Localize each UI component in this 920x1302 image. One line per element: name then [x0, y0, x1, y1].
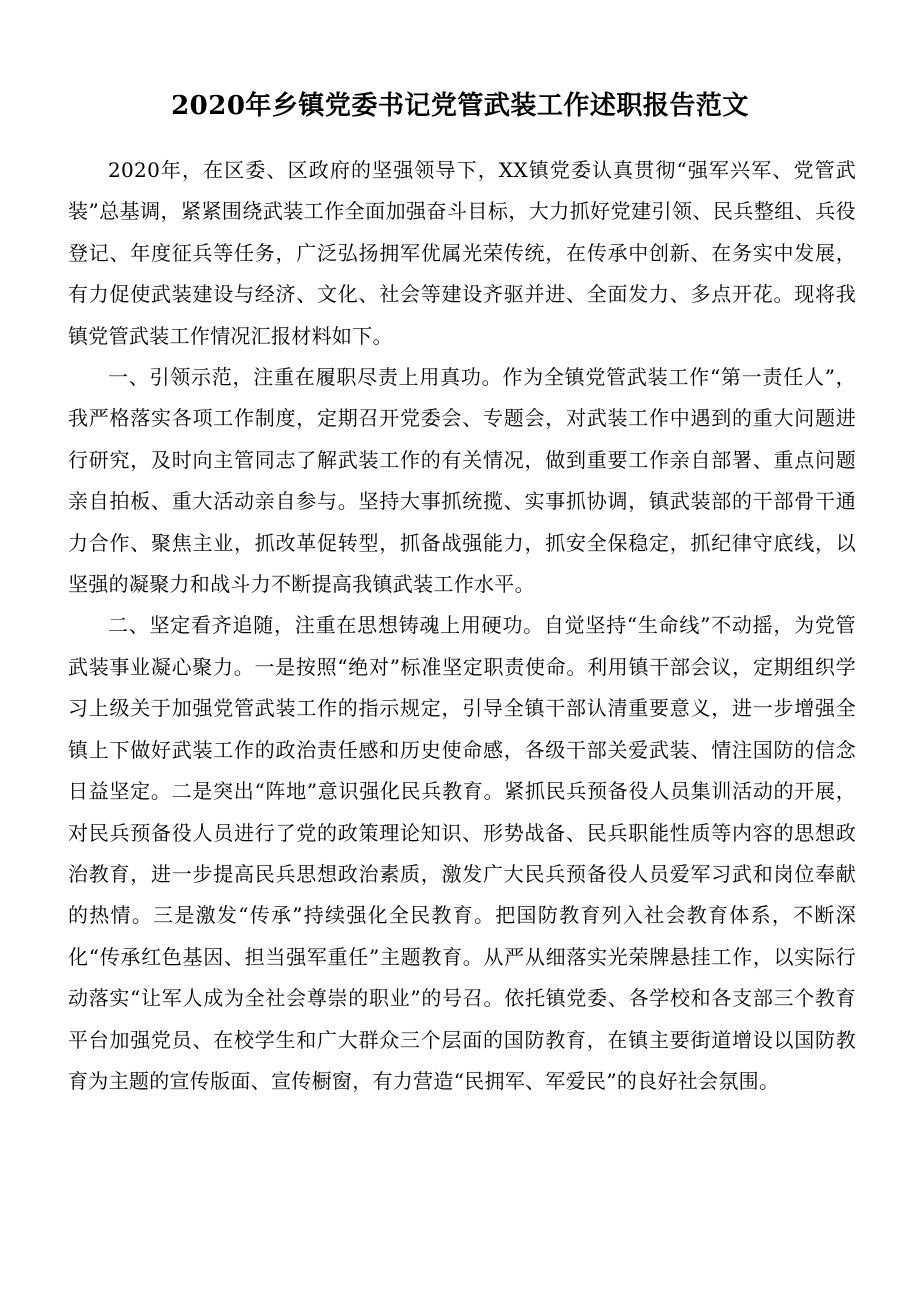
intro-paragraph: 2020年，在区委、区政府的坚强领导下，XX镇党委认真贯彻“强军兴军、党管武装”总基调，紧紧围绕武装工作全面加强奋斗目标，大力抓好党建引领、民兵整组、兵役登记、年度征兵等任务，广泛弘扬拥军优属光荣传统，在传承中创新、在务实中发展，有力促使武装建设与经济、文化、社会等建设齐驱并进、全面发力、多点开花。现将我镇党管武装工作情况汇报材料如下。 — [68, 158, 856, 348]
section-one-paragraph: 一、引领示范，注重在履职尽责上用真功。作为全镇党管武装工作“第一责任人”，我严格落实各项工作制度，定期召开党委会、专题会，对武装工作中遇到的重大问题进行研究，及时向主管同志了解武装工作的有关情况，做到重要工作亲自部署、重点问题亲自拍板、重大活动亲自参与。坚持大事抓统揽、实事抓协调，镇武装部的干部骨干通力合作、聚焦主业，抓改革促转型，抓备战强能力，抓安全保稳定，抓纪律守底线，以坚强的凝聚力和战斗力不断提高我镇武装工作水平。 — [68, 365, 856, 597]
section-two-paragraph: 二、坚定看齐追随，注重在思想铸魂上用硬功。自觉坚持“生命线”不动摇，为党管武装事业凝心聚力。一是按照“绝对”标准坚定职责使命。利用镇干部会议，定期组织学习上级关于加强党管武装工作的指示规定，引导全镇干部认清重要意义，进一步增强全镇上下做好武装工作的政治责任感和历史使命感，各级干部关爱武装、情注国防的信念日益坚定。二是突出“阵地”意识强化民兵教育。紧抓民兵预备役人员集训活动的开展，对民兵预备役人员进行了党的政策理论知识、形势战备、民兵职能性质等内容的思想政治教育，进一步提高民兵思想政治素质，激发广大民兵预备役人员爱军习武和岗位奉献的热情。三是激发“传承”持续强化全民教育。把国防教育列入社会教育体系，不断深化“传承红色基因、担当强军重任”主题教育。从严从细落实光荣牌悬挂工作，以实际行动落实“让军人成为全社会尊崇的职业”的号召。依托镇党委、各学校和各支部三个教育平台加强党员、在校学生和广大群众三个层面的国防教育，在镇主要街道增设以国防教育为主题的宣传版面、宣传橱窗，有力营造“民拥军、军爱民”的良好社会氛围。 — [68, 613, 856, 1093]
document-title: 2020年乡镇党委书记党管武装工作述职报告范文 — [171, 91, 749, 121]
document-body — [68, 150, 856, 1102]
